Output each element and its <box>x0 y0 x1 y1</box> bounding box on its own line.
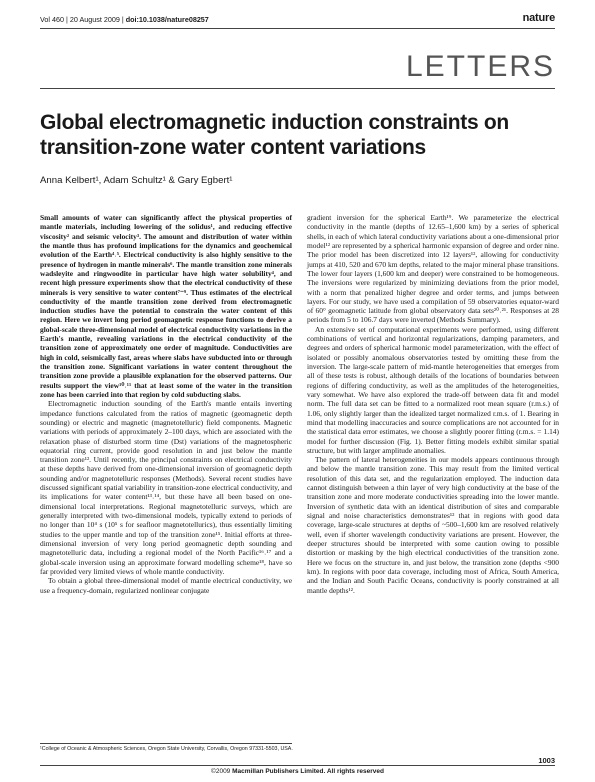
body-paragraph: The pattern of lateral heterogeneities in our models appears continuous through and below the mantle transition zone. This may result from the limited vertical resolution of this data set, and the regularization employed. The induction data cannot distinguish between a thin layer of very high conductivity at the base of the transition zone and more moderate conductivities spreading into the lower mantle. Inversion of synthetic data with an identical distribution of sites and comparable signal and noise characteristics demonstrates¹² that in regions with good data coverage, large-scale structures at depths of ~500–1,600 km are resolved relatively well, even if shorter wavelength conductivity variations are present. However, the deeper structures should be interpreted with some caution owing to possible distortion or masking by the high electrical conductivities of the transition zone. Here we focus on the structure in, and just below, the transition zone (depths <900 km). In regions with poor data coverage, including most of Africa, South America, and the Indian and South Pacific Oceans, conductivity is poorly constrained at all mantle depths¹². <box>307 455 559 595</box>
footer-rule <box>40 765 555 766</box>
body-paragraph: To obtain a global three-dimensional model of mantle electrical conductivity, we use a frequency-domain, regularized nonlinear conjugate <box>40 576 292 595</box>
affiliation-footnote: ¹College of Oceanic & Atmospheric Sciences, Oregon State University, Corvallis, Oregon 97331-5503, USA. <box>40 746 293 752</box>
section-label: LETTERS <box>405 50 555 83</box>
page-number: 1003 <box>538 756 555 765</box>
publisher-name: Macmillan Publishers Limited. All rights reserved <box>232 768 384 775</box>
journal-logo: nature <box>522 12 555 24</box>
doi-link[interactable]: doi:10.1038/nature08257 <box>125 15 209 24</box>
copyright-year: ©2009 <box>211 768 231 775</box>
issue-date: 20 August 2009 <box>69 15 120 24</box>
running-header <box>40 12 555 26</box>
body-paragraph: Electromagnetic induction sounding of the Earth's mantle entails inverting impedance functions calculated from the ratios of magnetic (geomagnetic depth sounding) or electric and magnetic (magnetotelluric) field components. Magnetic variations with periods of approximately 2–100 days, which are associated with the relaxation phase of disturbed storm time (Dst) variations of the magnetospheric equatorial ring current, provide good resolution in and just below the mantle transition zone¹². Until recently, the principal constraints on electrical conductivity at these depths have derived from one-dimensional inversion of geomagnetic depth sounding and/or magnetotelluric responses (Methods). Several recent studies have discussed significant spatial variability in transition-zone electrical conductivity, and its implications for water content¹³˒¹⁴, but these have all been based on one-dimensional local interpretations. Regional magnetotelluric surveys, which are generally interpreted with two-dimensional models, typically extend to periods of no longer than 10⁴ s (10⁵ s for seafloor magnetotellurics), thus essentially limiting studies to the upper mantle and top of the transition zone¹⁵. Initial efforts at three-dimensional inversion of very long period geomagnetic depth sounding and magnetotelluric data, including a regional model of the North Pacific¹⁶˒¹⁷ and a global-scale inversion using an approximate forward modelling scheme¹⁸, have so far provided very limited views of whole mantle conductivity. <box>40 399 292 576</box>
author-list: Anna Kelbert¹, Adam Schultz¹ & Gary Egbert¹ <box>40 175 233 186</box>
volume: Vol 460 <box>40 15 64 24</box>
header-rule <box>40 28 555 29</box>
footnote-rule <box>40 743 292 744</box>
left-column <box>40 213 292 595</box>
abstract: Small amounts of water can significantly affect the physical properties of mantle materials, including lowering of the solidus¹, and reducing effective viscosity² and seismic velocity³. The amount and distribution of water within the mantle thus has profound implications for the dynamics and geochemical evolution of the Earth⁴˒⁵. Electrical conductivity is also highly sensitive to the presence of hydrogen in mantle minerals⁶. The mantle transition zone minerals wadsleyite and ringwoodite in particular have high water solubility⁴, and recent high pressure experiments show that the electrical conductivity of these minerals is very sensitive to water content⁷⁻⁹. Thus estimates of the electrical conductivity of the mantle transition zone derived from electromagnetic induction studies have the potential to constrain the water content of this region. Here we invert long period geomagnetic response functions to derive a global-scale three-dimensional model of electrical conductivity variations in the Earth's mantle, revealing variations in the electrical conductivity of the transition zone of approximately one order of magnitude. Conductivities are high in cold, seismically fast, areas where slabs have subducted into or through the transition zone. Significant variations in water content throughout the transition zone provide a plausible explanation for the observed patterns. Our results support the view¹⁰˒¹¹ that at least some of the water in the transition zone has been carried into that region by cold subducting slabs. <box>40 213 292 399</box>
copyright-line <box>0 768 595 775</box>
body-paragraph: gradient inversion for the spherical Earth¹⁹. We parameterize the electrical conductivity in the mantle (depths of 12.65–1,600 km) by a series of spherical shells, in each of which lateral conductivity variations about a one-dimensional prior model¹² are represented by a spherical harmonic expansion of degree and order nine. The prior model has been discretized into 12 layers¹², allowing for conductivity jumps at 410, 520 and 670 km depths, related to the major mineral phase transitions. The lower four layers (1,600 km and deeper) were constrained to be homogeneous. The inversions were regularized by minimizing deviations from the prior model, with a norm that penalized higher degree and order terms, and jumps between layers. For our study, we have used a compilation of 59 observatories equator-ward of 60° geomagnetic latitude from global observatory data sets²⁰˒²¹. Responses at 28 periods from 5 to 106.7 days were inverted (Methods Summary). <box>307 213 559 325</box>
citation-line: Vol 460 | 20 August 2009 | doi:10.1038/nature08257 <box>40 15 209 24</box>
body-paragraph: An extensive set of computational experiments were performed, using different combinations of vertical and horizontal regularizations, damping parameters, and degrees and orders of spherical harmonic model parameterization, with the effect of isolated or possibly anomalous observatories tested by omitting these from the inversion. The large-scale pattern of mid-mantle heterogeneities that emerges from all of these tests is robust, although details of the locations of boundaries between regions of differing conductivity, as well as the amplitudes of the heterogeneities, vary somewhat. We have also explored the trade-off between data fit and model norm. The full data set can be fitted to a normalized root mean square (r.m.s.) of 1.06, only slightly larger than the idealized target normalized r.m.s. of 1. Bearing in mind that modelling inaccuracies and source complications are not accounted for in the statistical data error estimates, we choose a slightly poorer fitting (r.m.s. = 1.14) model for further discussion (Fig. 1). Better fitting models exhibit similar spatial structure, but with larger amplitude anomalies. <box>307 324 559 455</box>
section-rule <box>40 88 555 89</box>
article-title: Global electromagnetic induction constraints on transition-zone water content variations <box>40 111 509 159</box>
right-column <box>307 213 559 595</box>
